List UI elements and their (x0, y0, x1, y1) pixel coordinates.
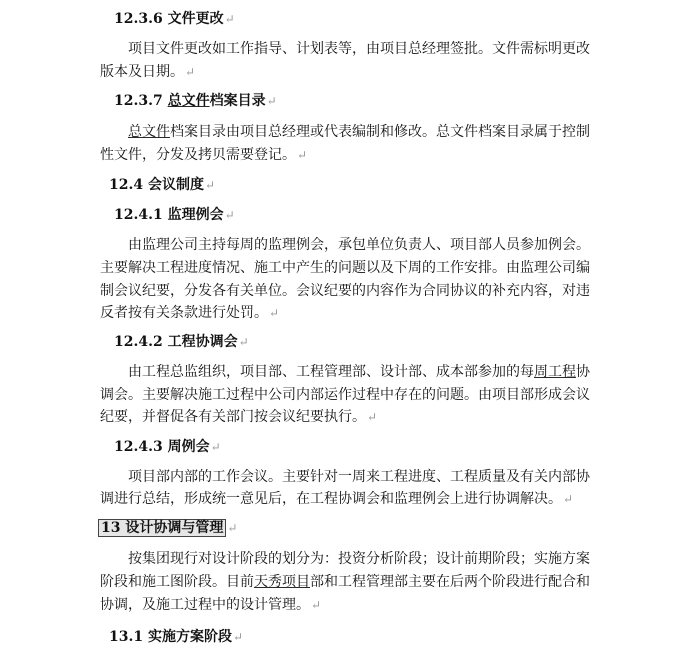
paragraph-mark-icon: ↵ (204, 178, 216, 192)
paragraph-line: 主要解决工程进度情况、施工中产生的问题以及下周的工作安排。由监理公司编 (100, 260, 590, 276)
paragraph-mark-icon: ↵ (311, 598, 322, 612)
paragraph-mark-icon: ↵ (238, 335, 249, 349)
paragraph-line: 协调，及施工过程中的设计管理。↵ (100, 597, 322, 613)
paragraph-line: 性文件，分发及拷贝需要登记。↵ (100, 147, 308, 163)
paragraph-line: 调进行总结，形成统一意见后，在工程协调会和监理例会上进行协调解决。↵ (100, 491, 574, 507)
paragraph-mark-icon: ↵ (227, 521, 238, 535)
paragraph-mark-icon: ↵ (367, 410, 378, 424)
heading-12-3-7: 12.3.7 总文件档案目录↵ (114, 93, 277, 109)
paragraph-line: 制会议纪要，分发各有关单位。会议纪要的内容作为合同协议的补充内容，对违 (100, 283, 590, 299)
paragraph-line: 调会。主要解决施工过程中公司内部运作过程中存在的问题。由项目部形成会议 (100, 387, 590, 403)
heading-12-4-3: 12.4.3 周例会↵ (114, 439, 221, 455)
paragraph-line: 由工程总监组织，项目部、工程管理部、设计部、成本部参加的每周工程协 (128, 364, 590, 380)
paragraph-mark-icon: ↵ (224, 12, 235, 26)
heading-12-4: 12.4 会议制度↵ (109, 177, 216, 193)
paragraph-line: 项目文件更改如工作指导、计划表等，由项目总经理签批。文件需标明更改 (128, 41, 590, 57)
paragraph-mark-icon: ↵ (224, 208, 235, 222)
selected-heading-box: 13 设计协调与管理 (98, 519, 226, 537)
paragraph-line: 版本及日期。↵ (100, 64, 196, 80)
paragraph-mark-icon: ↵ (266, 94, 277, 108)
heading-12-4-1: 12.4.1 监理例会↵ (114, 207, 235, 223)
paragraph-mark-icon: ↵ (210, 440, 221, 454)
heading-13 (98, 518, 237, 538)
paragraph-mark-icon: ↵ (185, 65, 196, 79)
paragraph-mark-icon: ↵ (232, 630, 244, 644)
paragraph-line: 项目部内部的工作会议。主要针对一周来工程进度、工程质量及有关内部协 (128, 469, 590, 485)
heading-12-4-2: 12.4.2 工程协调会↵ (114, 334, 249, 350)
paragraph-line: 纪要，并督促各有关部门按会议纪要执行。↵ (100, 409, 378, 425)
paragraph-line: 阶段和施工图阶段。目前天秀项目部和工程管理部主要在后两个阶段进行配合和 (100, 574, 590, 590)
paragraph-mark-icon: ↵ (269, 306, 280, 320)
paragraph-line: 反者按有关条款进行处罚。↵ (100, 305, 280, 321)
paragraph-line: 由监理公司主持每周的监理例会，承包单位负责人、项目部人员参加例会。 (128, 237, 590, 253)
paragraph-line: 按集团现行对设计阶段的划分为：投资分析阶段；设计前期阶段；实施方案 (128, 551, 590, 567)
heading-13-1: 13.1 实施方案阶段↵ (109, 629, 244, 645)
heading-12-3-6: 12.3.6 文件更改↵ (114, 11, 235, 27)
paragraph-line: 总文件档案目录由项目总经理或代表编制和修改。总文件档案目录属于控制 (128, 124, 590, 140)
paragraph-mark-icon: ↵ (563, 492, 574, 506)
paragraph-mark-icon: ↵ (297, 148, 308, 162)
